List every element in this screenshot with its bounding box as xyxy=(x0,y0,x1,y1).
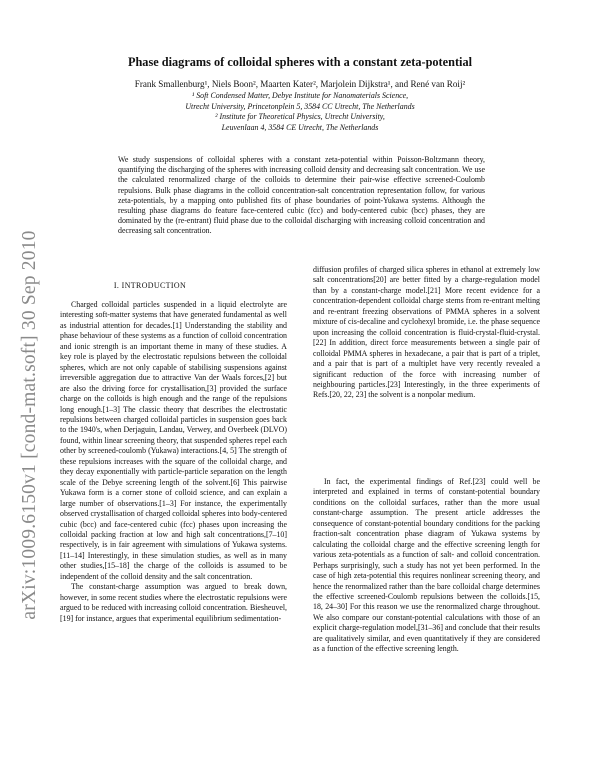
affiliation-line: Leuvenlaan 4, 3584 CE Utrecht, The Netherlands xyxy=(221,122,379,132)
paragraph: diffusion profiles of charged silica spheres in ethanol at extremely low salt concentrations[20] are better fitted by a charge-regulation model than by a constant-charge model.[21] More recent evidence for a concentration-dependent colloidal charge stems from re-entrant melting and re-entrant freezing observations of PMMA spheres in a solvent mixture of cis-decaline and cyclohexyl bromide, i.e. the phase sequence upon increasing the colloid concentration is fluid-crystal-fluid-crystal.[22] In addition, direct force measurements between a single pair of colloidal PMMA spheres in hexadecane, a pair that is part of a triplet, and a pair that is part of a multiplet have very recently revealed a significant reduction of the force with increasing number of neighbouring particles.[23] Interestingly, in the three experiments of Refs.[20, 22, 23] the solvent is a nonpolar medium. xyxy=(313,265,540,400)
right-column-bottom xyxy=(313,477,540,655)
arxiv-stamp: arXiv:1009.6150v1 [cond-mat.soft] 30 Sep 2010 xyxy=(19,230,40,620)
affiliation-line: Utrecht University, Princetonplein 5, 3584 CC Utrecht, The Netherlands xyxy=(185,101,415,111)
affiliation-line: ¹ Soft Condensed Matter, Debye Institute for Nanomaterials Science, xyxy=(191,91,409,100)
abstract: We study suspensions of colloidal spheres with a constant zeta-potential within Poisson-Boltzmann theory, quantifying the discharging of the spheres with increasing colloid density and decreasing salt concentration. We use the calculated renormalized charge of the colloids to determine their pair-wise effective screened-Coulomb repulsions. Bulk phase diagrams in the colloid concentration-salt concentration representation follow, for various zeta-potentials, by a mapping onto published fits of phase boundaries of point-Yukawa systems. Although the resulting phase diagrams do feature face-centered cubic (fcc) and body-centered cubic (bcc) phases, they are dominated by the (re-entrant) fluid phase due to the colloidal discharging with increasing colloid concentration and decreasing salt concentration. xyxy=(118,155,485,236)
paragraph: Charged colloidal particles suspended in a liquid electrolyte are interesting soft-matter systems that have generated fundamental as well as industrial attention for decades.[1] Understanding the stability and phase behaviour of these systems as a function of colloid concentration and ionic strength is an important theme in many of these studies. A key role is played by the electrostatic repulsions between the colloidal spheres, which are not only capable of stabilising suspensions against irreversible aggregation due to attractive Van der Waals forces,[2] but are also the driving force for crystallisation,[3] provided the surface charge on the colloids is high enough and the range of the repulsions long enough.[1–3] The classic theory that describes the electrostatic repulsions between charged colloidal particles in suspension goes back to the 1940's, when Derjaguin, Landau, Verwey, and Overbeek (DLVO) found, within linear screening theory, that suspended spheres repel each other by screened-coulomb (Yukawa) interactions.[4, 5] The strength of these repulsions increases with the square of the colloidal charge, and they decay exponentially with particle-particle separation on the length scale of the Debye screening length of the solvent.[6] This pairwise Yukawa form is a corner stone of colloid science, and can explain a large number of observations.[1–3] For instance, the experimentally observed crystallisation of charged colloidal spheres into body-centered cubic (bcc) and face-centered cubic (fcc) phases upon increasing the colloidal packing fraction at low and high salt concentrations,[7–10] respectively, is in fair agreement with simulations of Yukawa systems.[11–14] Interestingly, in these simulation studies, as well as in many other studies,[15–18] the charge of the colloids is assumed to be independent of the colloid density and the salt concentration. xyxy=(60,300,287,581)
paper-title: Phase diagrams of colloidal spheres with a constant zeta-potential xyxy=(127,55,473,69)
right-column-top xyxy=(313,265,540,401)
paragraph: In fact, the experimental findings of Ref.[23] could well be interpreted and explained in terms of constant-potential boundary conditions on the colloidal surfaces, rather than the more usual constant-charge assumption. The present article addresses the consequence of constant-potential boundary conditions for the packing fraction-salt concentration phase diagram of Yukawa systems by calculating the colloidal charge and the effective screening length for various zeta-potentials as a function of salt- and colloid concentration. Perhaps surprisingly, such a study has not yet been performed. In the case of high zeta-potential this requires nonlinear screening theory, and hence the renormalized rather than the bare colloidal charge determines the effective screened-Coulomb repulsions between the colloids.[15, 18, 24–30] For this reason we use the renormalized charge throughout. We also compare our constant-potential calculations with those of an explicit charge-regulation model,[31–36] and conclude that their results are qualitatively similar, and even quantitatively if they are considered as a function of the effective screening length. xyxy=(313,477,540,654)
paragraph: The constant-charge assumption was argued to break down, however, in some recent studies where the electrostatic repulsions were argued to be reduced with increasing colloid concentration. Biesheuvel,[19] for instance, argues that experimental equilibrium sedimentation- xyxy=(60,582,287,623)
left-column xyxy=(60,300,287,624)
section-heading: I. INTRODUCTION xyxy=(113,281,187,290)
author-list: Frank Smallenburg¹, Niels Boon², Maarten Kater², Marjolein Dijkstra¹, and René van Roij² xyxy=(134,79,466,89)
affiliation-line: ² Institute for Theoretical Physics, Utrecht University, xyxy=(215,112,385,121)
